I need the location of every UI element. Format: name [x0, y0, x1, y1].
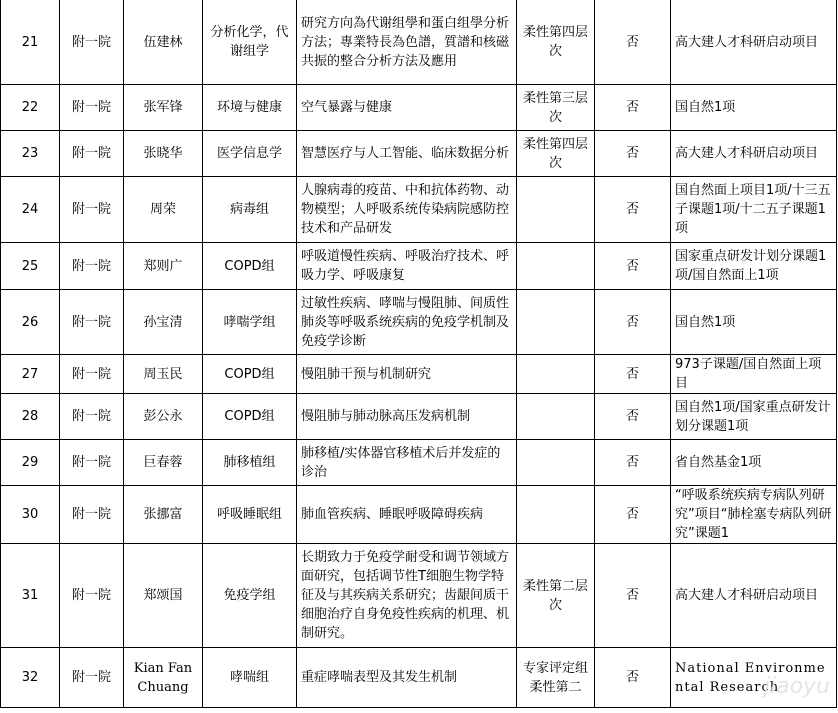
cell-projects [671, 0, 837, 85]
cell-research-text: 慢阻肺与肺动脉高压发病机制 [301, 409, 471, 424]
cell-group-text: 哮喘学组 [223, 314, 276, 330]
table-row [1, 544, 837, 648]
cell-projects-text: 国自然1项 [675, 100, 736, 115]
cell-hospital [60, 243, 124, 290]
cell-name [124, 355, 203, 394]
cell-group [203, 544, 297, 648]
cell-level-text: 专家评定组 柔性第二 [522, 660, 588, 695]
cell-level [517, 290, 595, 355]
cell-group [203, 440, 297, 486]
cell-research-text: 研究方向為代谢组學和蛋白组學分析方法；專業特長為色譜，質譜和核磁共振的整合分析方法及應用 [301, 15, 510, 69]
cell-level-text: 柔性第四层次 [522, 25, 588, 59]
cell-number-text: 23 [21, 146, 39, 161]
cell-projects-text: National Environmental Research [675, 660, 826, 695]
cell-research [297, 486, 517, 544]
cell-group-text: 呼吸睡眠组 [216, 507, 282, 522]
cell-name-text: 张军锋 [143, 100, 183, 115]
cell-number [1, 290, 60, 355]
cell-number-text: 26 [21, 314, 39, 330]
cell-group [203, 0, 297, 85]
cell-research [297, 648, 517, 708]
cell-flag [595, 177, 671, 243]
cell-group-text: 分析化学，代谢组学 [210, 25, 289, 59]
cell-flag [595, 394, 671, 440]
table-row [1, 243, 837, 290]
cell-flag [595, 85, 671, 131]
cell-hospital [60, 0, 124, 85]
cell-projects-text: 国自然面上项目1项/十三五子课题1项/十二五子课题1项 [675, 183, 831, 236]
cell-number-text: 24 [21, 202, 39, 217]
cell-level [517, 355, 595, 394]
cell-group-text: COPD组 [224, 366, 275, 382]
cell-projects [671, 85, 837, 131]
cell-hospital [60, 486, 124, 544]
cell-hospital [60, 290, 124, 355]
cell-research [297, 0, 517, 85]
cell-hospital-text: 附一院 [71, 588, 111, 603]
cell-name [124, 177, 203, 243]
cell-research [297, 131, 517, 177]
cell-hospital-text: 附一院 [71, 366, 111, 382]
cell-name [124, 440, 203, 486]
cell-hospital [60, 177, 124, 243]
table-row [1, 355, 837, 394]
cell-projects [671, 648, 837, 708]
cell-flag-text: 否 [625, 507, 639, 522]
cell-flag [595, 648, 671, 708]
cell-hospital [60, 355, 124, 394]
cell-number [1, 243, 60, 290]
cell-projects [671, 394, 837, 440]
cell-projects [671, 290, 837, 355]
cell-name [124, 486, 203, 544]
cell-projects [671, 243, 837, 290]
table-row [1, 177, 837, 243]
cell-number-text: 32 [21, 670, 39, 685]
cell-group-text: 病毒组 [229, 202, 269, 217]
cell-number-text: 21 [21, 34, 39, 50]
table-row [1, 0, 837, 85]
table-row [1, 648, 837, 708]
cell-hospital [60, 131, 124, 177]
cell-name [124, 131, 203, 177]
cell-projects-text: 国自然1项/国家重点研发计划分课题1项 [675, 399, 831, 434]
cell-level [517, 440, 595, 486]
cell-projects [671, 131, 837, 177]
cell-name-text: 张晓华 [143, 146, 183, 161]
cell-projects [671, 440, 837, 486]
cell-level [517, 177, 595, 243]
cell-flag-text: 否 [625, 366, 639, 382]
cell-research [297, 394, 517, 440]
cell-projects-text: 高大建人才科研启动项目 [675, 146, 819, 161]
cell-number [1, 544, 60, 648]
cell-hospital-text: 附一院 [71, 455, 111, 470]
cell-projects-text: 国自然1项 [675, 314, 736, 330]
cell-flag [595, 544, 671, 648]
cell-research-text: 重症哮喘表型及其发生机制 [301, 670, 458, 685]
cell-hospital [60, 85, 124, 131]
cell-name [124, 290, 203, 355]
table-row [1, 131, 837, 177]
cell-name-text: 郑颂国 [143, 588, 183, 603]
cell-number [1, 131, 60, 177]
cell-flag-text: 否 [625, 146, 639, 161]
cell-flag-text: 否 [625, 34, 639, 50]
cell-name [124, 85, 203, 131]
cell-research-text: 智慧医疗与人工智能、临床数据分析 [301, 146, 510, 161]
cell-flag [595, 243, 671, 290]
cell-number-text: 27 [21, 366, 39, 382]
cell-research [297, 85, 517, 131]
cell-group [203, 355, 297, 394]
cell-number-text: 31 [21, 588, 39, 603]
cell-number [1, 85, 60, 131]
cell-flag-text: 否 [625, 202, 639, 217]
cell-number-text: 30 [21, 507, 39, 522]
cell-name-text: 郑则广 [143, 258, 183, 274]
cell-hospital-text: 附一院 [71, 258, 111, 274]
cell-research-text: 长期致力于免疫学耐受和调节领域方面研究，包括调节性T细胞生物学特征及与其疾病关系研究；齿龈间质干细胞治疗自身免疫性疾病的机理、机制研究。 [301, 550, 510, 641]
cell-name-text: Kian Fan Chuang [133, 660, 193, 695]
cell-research-text: 人腺病毒的疫苗、中和抗体药物、动物模型；人呼吸系统传染病院感防控技术和产品研发 [301, 183, 510, 236]
cell-hospital-text: 附一院 [71, 202, 111, 217]
cell-research [297, 290, 517, 355]
cell-hospital-text: 附一院 [71, 314, 111, 330]
cell-group-text: COPD组 [224, 258, 275, 274]
cell-name [124, 544, 203, 648]
cell-level [517, 394, 595, 440]
cell-flag [595, 290, 671, 355]
cell-flag [595, 486, 671, 544]
cell-name-text: 周荣 [149, 202, 176, 217]
cell-flag [595, 0, 671, 85]
table-row [1, 440, 837, 486]
table-row [1, 85, 837, 131]
cell-name-text: 孙宝清 [143, 314, 183, 330]
cell-name-text: 张挪富 [143, 507, 183, 522]
cell-name-text: 巨春蓉 [143, 455, 183, 470]
cell-research-text: 呼吸道慢性疾病、呼吸治疗技术、呼吸力学、呼吸康复 [301, 249, 510, 283]
cell-level [517, 243, 595, 290]
cell-hospital-text: 附一院 [71, 146, 111, 161]
cell-flag [595, 440, 671, 486]
cell-level-text: 柔性第三层次 [522, 90, 588, 125]
cell-name [124, 648, 203, 708]
cell-level [517, 486, 595, 544]
cell-group [203, 486, 297, 544]
cell-number [1, 355, 60, 394]
cell-projects-text: 高大建人才科研启动项目 [675, 34, 819, 50]
cell-group-text: 环境与健康 [216, 100, 282, 115]
cell-projects-text: 省自然基金1项 [675, 455, 762, 470]
cell-number [1, 0, 60, 85]
cell-hospital-text: 附一院 [71, 670, 111, 685]
cell-level-text: 柔性第二层次 [522, 578, 588, 613]
cell-flag-text: 否 [625, 314, 639, 330]
cell-group-text: 肺移植组 [223, 455, 276, 470]
cell-group [203, 290, 297, 355]
cell-level [517, 648, 595, 708]
cell-hospital [60, 544, 124, 648]
cell-projects [671, 486, 837, 544]
cell-level [517, 131, 595, 177]
cell-hospital [60, 648, 124, 708]
cell-hospital [60, 440, 124, 486]
watermark: jiaoyu [763, 674, 830, 699]
cell-number-text: 22 [21, 100, 39, 115]
cell-group-text: 医学信息学 [216, 146, 282, 161]
cell-number [1, 486, 60, 544]
cell-research-text: 过敏性疾病、哮喘与慢阻肺、间质性肺炎等呼吸系统疾病的免疫学机制及免疫学诊断 [301, 295, 510, 349]
cell-group-text: 哮喘组 [229, 670, 269, 685]
cell-group [203, 394, 297, 440]
cell-level-text: 柔性第四层次 [522, 136, 588, 171]
cell-group [203, 131, 297, 177]
cell-flag-text: 否 [625, 670, 639, 685]
cell-name [124, 0, 203, 85]
cell-flag [595, 131, 671, 177]
table-row [1, 290, 837, 355]
cell-number-text: 25 [21, 258, 39, 274]
cell-research-text: 肺移植/实体器官移植术后并发症的诊治 [301, 445, 501, 480]
cell-level [517, 85, 595, 131]
cell-level [517, 544, 595, 648]
cell-research-text: 空气暴露与健康 [301, 100, 393, 115]
cell-research [297, 243, 517, 290]
cell-number [1, 177, 60, 243]
cell-name-text: 伍建林 [143, 34, 183, 50]
cell-name-text: 周玉民 [143, 366, 183, 382]
cell-flag-text: 否 [625, 258, 639, 274]
cell-flag [595, 355, 671, 394]
cell-number [1, 394, 60, 440]
cell-group [203, 243, 297, 290]
cell-number [1, 648, 60, 708]
cell-projects-text: “呼吸系统疾病专病队列研究”项目“肺栓塞专病队列研究”课题1 [675, 488, 832, 541]
cell-research [297, 355, 517, 394]
cell-research-text: 慢阻肺干预与机制研究 [301, 366, 432, 382]
cell-level [517, 0, 595, 85]
cell-number [1, 440, 60, 486]
cell-flag-text: 否 [625, 409, 639, 424]
cell-hospital [60, 394, 124, 440]
cell-hospital-text: 附一院 [71, 100, 111, 115]
cell-projects-text: 高大建人才科研启动项目 [675, 588, 819, 603]
cell-research [297, 544, 517, 648]
cell-projects [671, 544, 837, 648]
cell-number-text: 29 [21, 455, 39, 470]
cell-group [203, 85, 297, 131]
table-row [1, 486, 837, 544]
cell-number-text: 28 [21, 409, 39, 424]
cell-hospital-text: 附一院 [71, 34, 111, 50]
cell-group [203, 177, 297, 243]
cell-research [297, 440, 517, 486]
cell-hospital-text: 附一院 [71, 409, 111, 424]
cell-research [297, 177, 517, 243]
cell-name-text: 彭公永 [143, 409, 183, 424]
cell-name [124, 394, 203, 440]
cell-group [203, 648, 297, 708]
cell-projects-text: 国家重点研发计划分课题1项/国自然面上1项 [675, 249, 827, 283]
cell-name [124, 243, 203, 290]
cell-research-text: 肺血管疾病、睡眠呼吸障碍疾病 [301, 507, 484, 522]
cell-hospital-text: 附一院 [71, 507, 111, 522]
cell-group-text: COPD组 [224, 409, 275, 424]
cell-group-text: 免疫学组 [223, 588, 276, 603]
cell-projects [671, 177, 837, 243]
cell-flag-text: 否 [625, 455, 639, 470]
cell-projects [671, 355, 837, 394]
table-row [1, 394, 837, 440]
cell-flag-text: 否 [625, 100, 639, 115]
cell-flag-text: 否 [625, 588, 639, 603]
cell-projects-text: 973子课题/国自然面上项目 [675, 357, 822, 391]
